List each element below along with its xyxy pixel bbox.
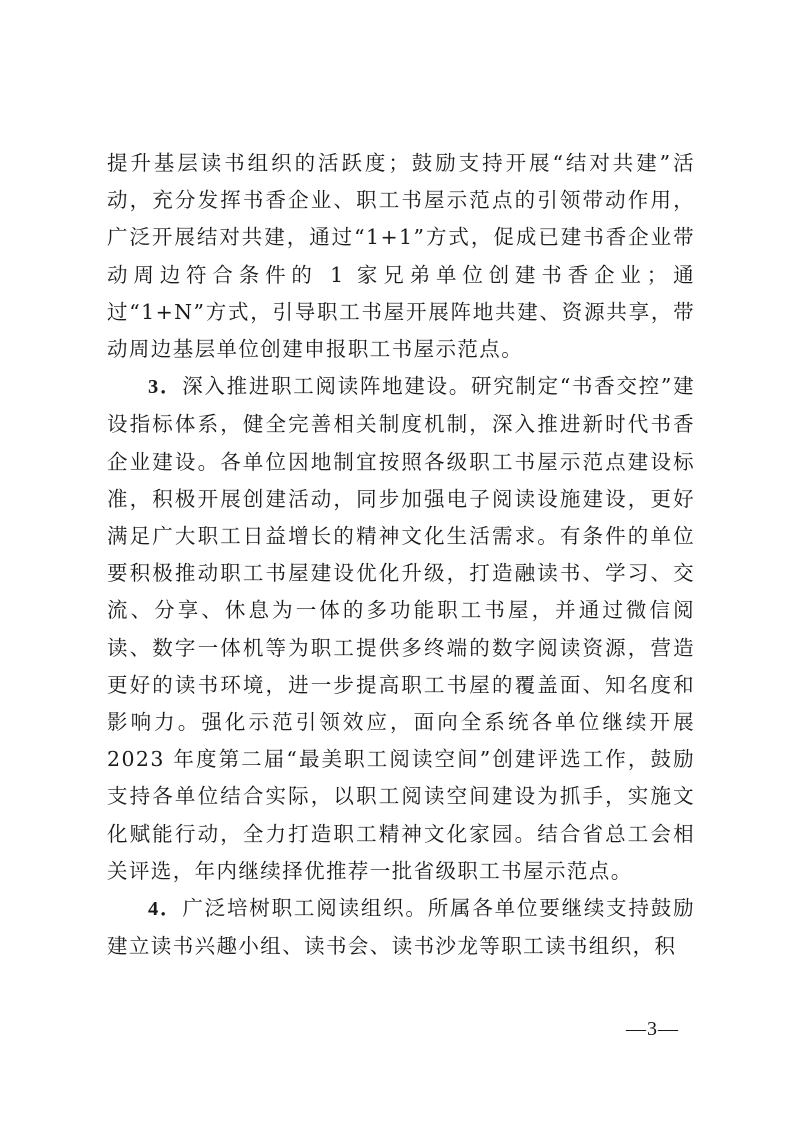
paragraph-text: 广泛培树职工阅读组织。所属各单位要继续支持鼓励建立读书兴趣小组、读书会、读书沙龙等职工读书组织，积 xyxy=(107,896,695,959)
paragraph-item-3 xyxy=(107,368,695,890)
paragraph-number: 3． xyxy=(148,376,183,399)
paragraph-continuation xyxy=(107,145,695,368)
paragraph-item-4 xyxy=(107,890,695,965)
page-number: —3— xyxy=(626,1018,679,1040)
document-body xyxy=(107,145,695,965)
paragraph-text: 提升基层读书组织的活跃度；鼓励支持开展“结对共建”活动，充分发挥书香企业、职工书屋示范点的引领带动作用，广泛开展结对共建，通过“1+1”方式，促成已建书香企业带动周边符合条件的 1 家兄弟单位创建书香企业；通过“1+N”方式，引导职工书屋开展阵地共建、资源共享，带动周边基层单位创建申报职工书屋示范点。 xyxy=(107,151,695,362)
paragraph-number: 4． xyxy=(148,898,183,921)
paragraph-text: 深入推进职工阅读阵地建设。研究制定“书香交控”建设指标体系，健全完善相关制度机制，深入推进新时代书香企业建设。各单位因地制宜按照各级职工书屋示范点建设标准，积极开展创建活动，同步加强电子阅读设施建设，更好满足广大职工日益增长的精神文化生活需求。有条件的单位要积极推动职工书屋建设优化升级，打造融读书、学习、交流、分享、休息为一体的多功能职工书屋，并通过微信阅读、数字一体机等为职工提供多终端的数字阅读资源，营造更好的读书环境，进一步提高职工书屋的覆盖面、知名度和影响力。强化示范引领效应，面向全系统各单位继续开展 2023 年度第二届“最美职工阅读空间”创建评选工作，鼓励支持各单位结合实际，以职工阅读空间建设为抓手，实施文化赋能行动，全力打造职工精神文化家园。结合省总工会相关评选，年内继续择优推荐一批省级职工书屋示范点。 xyxy=(107,374,695,883)
